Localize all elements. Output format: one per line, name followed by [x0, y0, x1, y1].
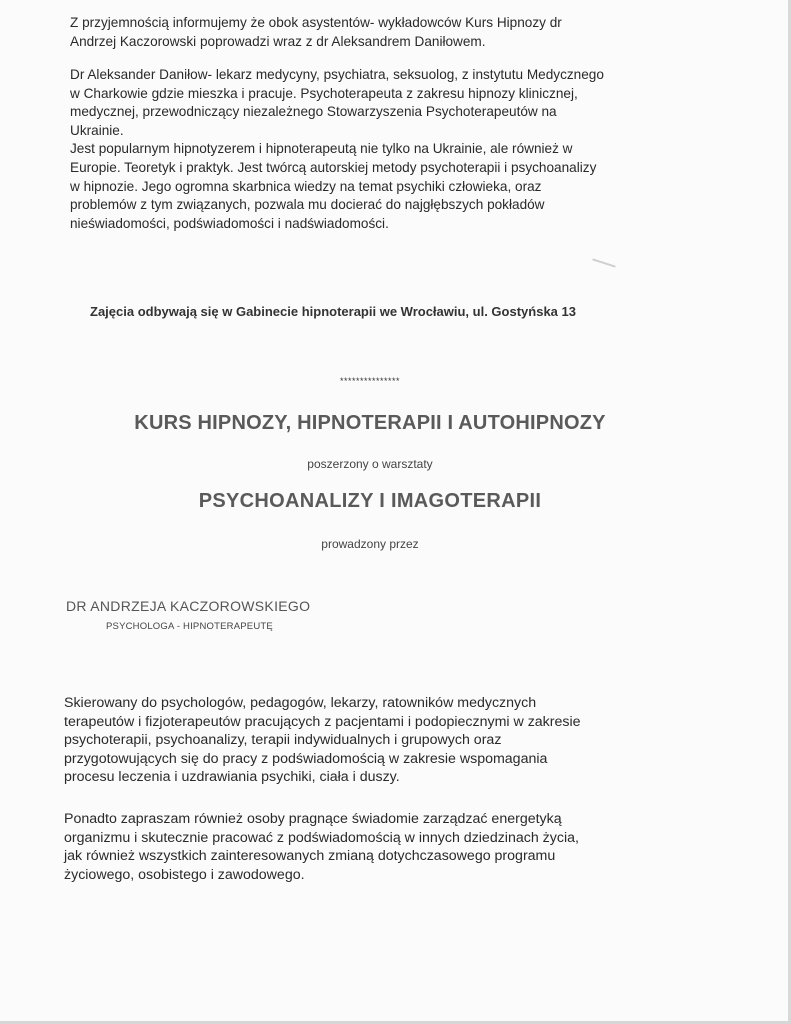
separator-stars: ***************: [339, 376, 401, 386]
target-line: procesu leczenia i uzdrawiania psychiki, ciała i duszy.: [64, 769, 400, 786]
target-line: psychoterapii, psychoanalizy, terapii indywidualnych i grupowych oraz: [64, 732, 502, 749]
bio-line: w Charkowie gdzie mieszka i pracuje. Psychoterapeuta z zakresu hipnozy klinicznej,: [70, 85, 578, 101]
course-title: KURS HIPNOZY, HIPNOTERAPII I AUTOHIPNOZY: [134, 412, 606, 434]
bio-line: medycznej, przewodniczący niezależnego Stowarzyszenia Psychoterapeutów na: [70, 104, 557, 120]
invite-line: życiowego, osobistego i zawodowego.: [64, 866, 305, 883]
invite-line: jak również wszystkich zainteresowanych zmianą dotychczasowego programu: [64, 848, 556, 865]
intro-paragraph: [70, 14, 690, 51]
target-line: przygotowujących się do pracy z podświadomością w zakresie wspomagania: [64, 750, 548, 767]
invite-line: organizmu i skutecznie pracować z podświadomością w innych dziedzinach życia,: [64, 829, 579, 846]
invitation-paragraph: [64, 810, 694, 884]
bio-line: Europie. Teoretyk i praktyk. Jest twórcą autorskiej metody psychoterapii i psychoanalizy: [70, 159, 597, 175]
target-line: terapeutów i fizjoterapeutów pracujących z pacjentami i podopiecznymi w zakresie: [64, 713, 581, 730]
bio-line: Dr Aleksander Daniłow- lekarz medycyny, psychiatra, seksuolog, z instytutu Medycznego: [70, 67, 604, 82]
bio-line: Jest popularnym hipnotyzerem i hipnoterapeutą nie tylko na Ukrainie, ale również w: [70, 141, 573, 157]
author-role: PSYCHOLOGA - HIPNOTERAPEUTĘ: [106, 621, 273, 632]
bio-line: Ukrainie.: [70, 122, 124, 138]
intro-line: Andrzej Kaczorowski poprowadzi wraz z dr Aleksandrem Daniłowem.: [70, 33, 486, 49]
led-by-note: prowadzony przez: [321, 537, 419, 551]
target-audience-paragraph: [64, 694, 694, 787]
bio-line: nieświadomości, podświadomości i nadświadomości.: [70, 215, 389, 231]
target-line: Skierowany do psychologów, pedagogów, lekarzy, ratowników medycznych: [64, 695, 537, 711]
scan-mark: [592, 258, 615, 267]
course-extended-note: poszerzony o warsztaty: [307, 457, 433, 471]
location-line: Zajęcia odbywają się w Gabinecie hipnoterapii we Wrocławiu, ul. Gostyńska 13: [90, 304, 576, 319]
bio-paragraph: [70, 66, 690, 233]
invite-line: Ponadto zapraszam również osoby pragnące świadomie zarządzać energetyką: [64, 811, 562, 827]
course-workshop-title: PSYCHOANALIZY I IMAGOTERAPII: [198, 490, 542, 512]
author-name: DR ANDRZEJA KACZOROWSKIEGO: [66, 598, 311, 614]
intro-line: Z przyjemnością informujemy że obok asystentów- wykładowców Kurs Hipnozy dr: [70, 15, 562, 30]
bio-line: problemów z tym związanych, pozwala mu docierać do najgłębszych pokładów: [70, 197, 545, 213]
bio-line: w hipnozie. Jego ogromna skarbnica wiedzy na temat psychiki człowieka, oraz: [70, 178, 542, 194]
